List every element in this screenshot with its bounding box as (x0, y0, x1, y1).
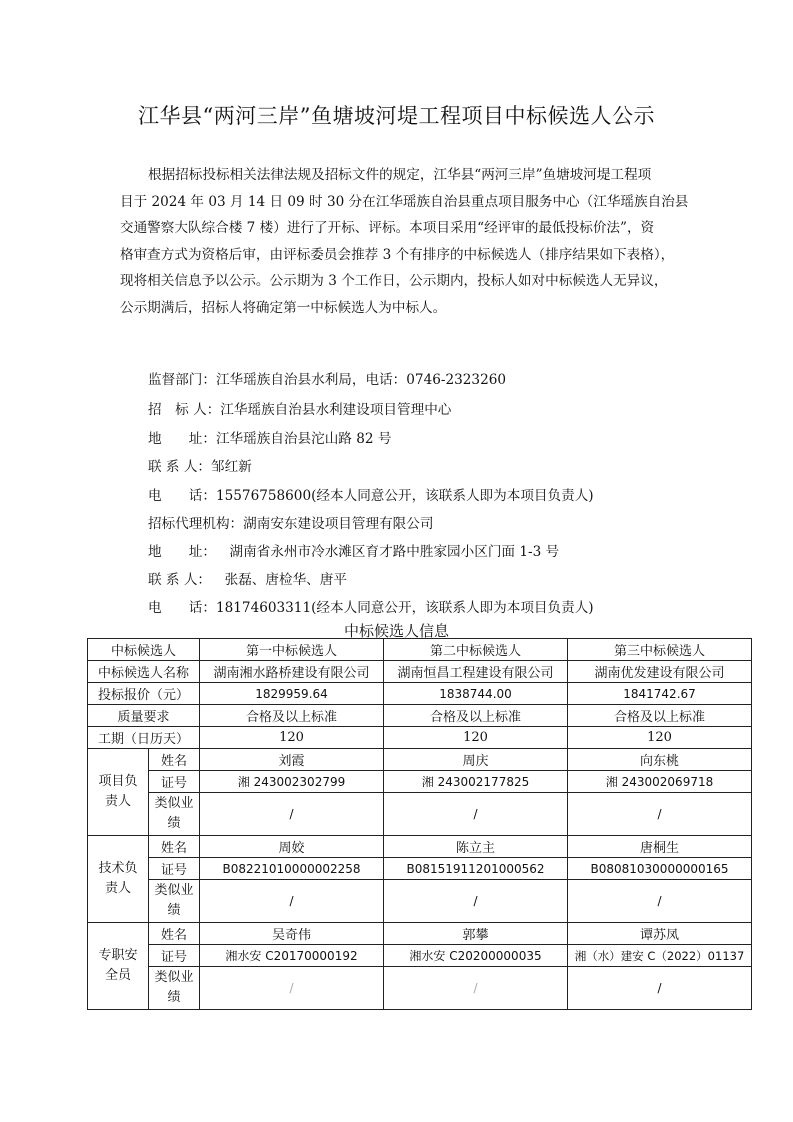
group-label-safety-officer: 专职安全员 (88, 923, 149, 1010)
price-cell: 1838744.00 (384, 683, 568, 705)
duration-cell: 120 (384, 727, 568, 749)
quality-cell: 合格及以上标准 (384, 705, 568, 727)
cert-number: B08081030000000165 (568, 858, 752, 880)
paragraph-line: 公示期满后，招标人将确定第一中标候选人为中标人。 (120, 299, 447, 316)
person-name: 刘霞 (200, 749, 384, 771)
person-name: 陈立主 (384, 836, 568, 858)
table-row (88, 661, 752, 683)
info-label: 招标代理机构： (148, 516, 244, 532)
sub-label-performance: 类似业绩 (149, 967, 200, 1010)
header-cell: 第一中标候选人 (200, 639, 384, 661)
paragraph-line: 目于 2024 年 03 月 14 日 09 时 30 分在江华瑶族自治县重点项目服务中心（江华瑶族自治县 (120, 193, 689, 210)
person-name: 唐桐生 (568, 836, 752, 858)
cert-number: 湘 243002177825 (384, 771, 568, 793)
performance-cell: / (384, 967, 568, 1010)
person-name: 谭苏凤 (568, 923, 752, 945)
person-name: 向东桃 (568, 749, 752, 771)
performance-cell: / (384, 793, 568, 836)
company-cell: 湖南恒昌工程建设有限公司 (384, 661, 568, 683)
info-supervisor (148, 368, 506, 388)
cert-number: 湘 243002069718 (568, 771, 752, 793)
table-row (88, 683, 752, 705)
person-name: 周姣 (200, 836, 384, 858)
cert-number: 湘水安 C20170000192 (200, 945, 384, 967)
table-row (88, 880, 752, 923)
sub-label-cert: 证号 (149, 945, 200, 967)
company-cell: 湖南湘水路桥建设有限公司 (200, 661, 384, 683)
info-value: 15576758600(经本人同意公开，该联系人即为本项目负责人) (215, 488, 594, 504)
sub-label-name: 姓名 (149, 836, 200, 858)
table-row (88, 771, 752, 793)
info-value: 18174603311(经本人同意公开，该联系人即为本项目负责人) (215, 600, 594, 616)
price-cell: 1829959.64 (200, 683, 384, 705)
quality-cell: 合格及以上标准 (568, 705, 752, 727)
row-label: 投标报价（元） (88, 683, 200, 705)
info-label: 联 系 人： (148, 459, 212, 475)
cert-number: 湘 243002302799 (200, 771, 384, 793)
info-agency-contact (148, 568, 347, 588)
performance-cell: / (568, 967, 752, 1010)
info-label: 地 址： (148, 544, 216, 560)
paragraph-line: 格审查方式为资格后审，由评标委员会推荐 3 个有排序的中标候选人（排序结果如下表格）， (120, 246, 675, 263)
performance-cell: / (384, 880, 568, 923)
paragraph-line: 根据招标投标相关法律法规及招标文件的规定，江华县“两河三岸”鱼塘坡河堤工程项 (148, 167, 652, 183)
performance-cell: / (568, 793, 752, 836)
header-cell: 第三中标候选人 (568, 639, 752, 661)
info-label: 地 址： (148, 431, 216, 447)
info-address (148, 427, 391, 447)
performance-cell: / (568, 880, 752, 923)
person-name: 吴奇伟 (200, 923, 384, 945)
cert-number: 湘（水）建安 C（2022）01137 (568, 945, 752, 967)
cert-number: B08221010000002258 (200, 858, 384, 880)
table-row (88, 705, 752, 727)
info-value: 湖南省永州市冷水滩区育才路中胜家园小区门面 1-3 号 (215, 544, 560, 560)
sub-label-name: 姓名 (149, 749, 200, 771)
table-row (88, 836, 752, 858)
table-row (88, 793, 752, 836)
table-row (88, 967, 752, 1010)
info-label: 招 标 人： (148, 402, 221, 418)
performance-cell: / (200, 880, 384, 923)
info-value: 江华瑶族自治县水利建设项目管理中心 (220, 402, 452, 418)
info-value: 湖南安东建设项目管理有限公司 (243, 516, 434, 532)
table-row (88, 639, 752, 661)
info-value: 江华瑶族自治县沱山路 82 号 (215, 431, 392, 447)
duration-cell: 120 (200, 727, 384, 749)
quality-cell: 合格及以上标准 (200, 705, 384, 727)
info-value: 江华瑶族自治县水利局，电话：0746-2323260 (215, 372, 507, 388)
sub-label-performance: 类似业绩 (149, 880, 200, 923)
info-tenderer (148, 398, 451, 418)
info-label: 联 系 人： (148, 572, 212, 588)
person-name: 周庆 (384, 749, 568, 771)
info-label: 电 话： (148, 600, 216, 616)
sub-label-cert: 证号 (149, 858, 200, 880)
info-label: 电 话： (148, 488, 216, 504)
company-cell: 湖南优发建设有限公司 (568, 661, 752, 683)
header-cell: 中标候选人 (88, 639, 200, 661)
performance-cell: / (200, 967, 384, 1010)
table-row (88, 858, 752, 880)
price-cell: 1841742.67 (568, 683, 752, 705)
table-caption: 中标候选人信息 (343, 622, 449, 640)
group-label-project-manager: 项目负责人 (88, 749, 149, 836)
paragraph-line: 交通警察大队综合楼 7 楼）进行了开标、评标。本项目采用“经评审的最低投标价法”，资 (120, 220, 655, 236)
cert-number: B08151911201000562 (384, 858, 568, 880)
table-row (88, 749, 752, 771)
person-name: 郭攀 (384, 923, 568, 945)
header-cell: 第二中标候选人 (384, 639, 568, 661)
info-agency (148, 512, 433, 532)
cert-number: 湘水安 C20200000035 (384, 945, 568, 967)
notice-paragraph (120, 162, 689, 321)
info-contact (148, 455, 252, 475)
row-label: 工期（日历天） (88, 727, 200, 749)
info-agency-phone (148, 596, 594, 616)
duration-cell: 120 (568, 727, 752, 749)
sub-label-name: 姓名 (149, 923, 200, 945)
notice-title: 江华县“两河三岸”鱼塘坡河堤工程项目中标候选人公示 (138, 104, 655, 128)
performance-cell: / (200, 793, 384, 836)
info-phone (148, 484, 594, 504)
info-agency-address (148, 540, 559, 560)
table-row (88, 923, 752, 945)
sub-label-cert: 证号 (149, 771, 200, 793)
table-row (88, 727, 752, 749)
row-label: 质量要求 (88, 705, 200, 727)
info-label: 监督部门： (148, 372, 216, 388)
table-row (88, 945, 752, 967)
candidate-table (87, 638, 752, 1010)
sub-label-performance: 类似业绩 (149, 793, 200, 836)
paragraph-line: 现将相关信息予以公示。公示期为 3 个工作日，公示期内，投标人如对中标候选人无异议， (120, 273, 668, 289)
group-label-technical-lead: 技术负责人 (88, 836, 149, 923)
info-value: 张磊、唐检华、唐平 (211, 572, 347, 588)
row-label: 中标候选人名称 (88, 661, 200, 683)
info-value: 邹红新 (211, 459, 252, 475)
